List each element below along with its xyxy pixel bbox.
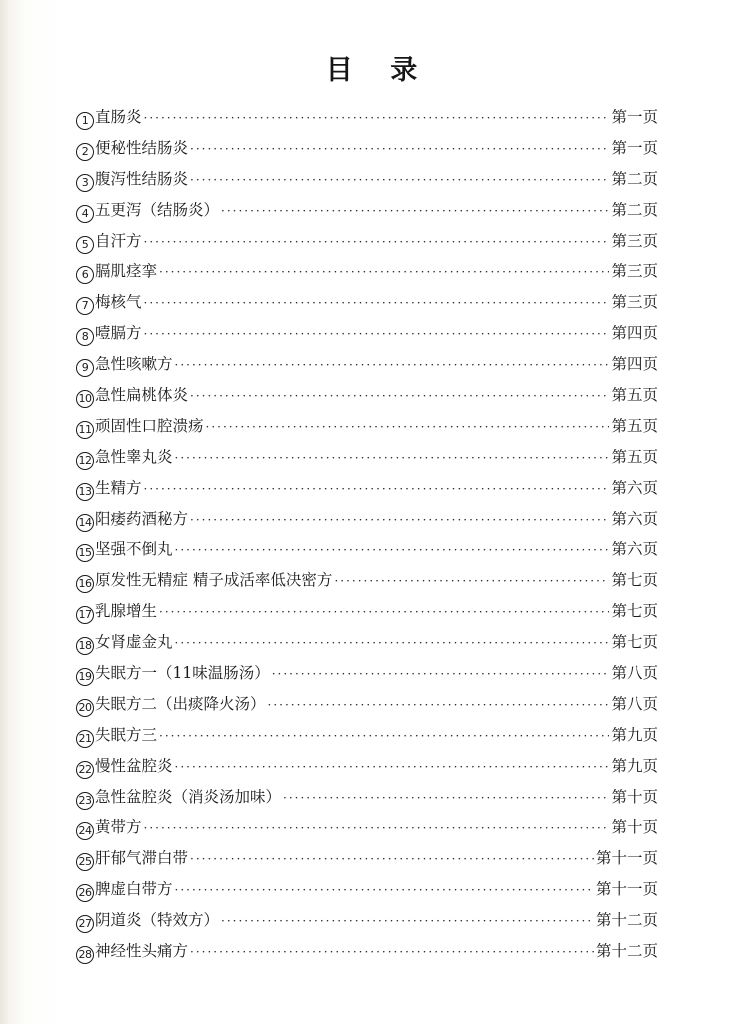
entry-title: 阳痿药酒秘方 <box>95 509 189 528</box>
toc-entry <box>76 874 658 905</box>
dot-leader <box>206 412 610 443</box>
toc-entry <box>76 504 658 535</box>
entry-page: 第五页 <box>611 447 658 466</box>
dot-leader <box>190 937 594 968</box>
toc-entry <box>76 905 658 936</box>
toc-entry <box>76 473 658 504</box>
toc-entry <box>76 720 658 751</box>
entry-number-badge: 8 <box>76 328 94 346</box>
toc-entry <box>76 318 658 349</box>
entry-number-badge: 6 <box>76 266 94 284</box>
dot-leader <box>190 381 609 412</box>
entry-page: 第三页 <box>611 231 658 250</box>
entry-title: 脾虚白带方 <box>95 880 173 899</box>
entry-number-badge: 25 <box>76 853 94 871</box>
entry-number-badge: 23 <box>76 792 94 810</box>
dot-leader <box>144 474 610 505</box>
toc-entry <box>76 534 658 565</box>
entry-number-badge: 1 <box>76 112 94 130</box>
toc-entry <box>76 164 658 195</box>
entry-page: 第四页 <box>611 355 658 374</box>
toc-entry <box>76 287 658 318</box>
entry-title: 急性咳嗽方 <box>95 355 173 374</box>
entry-page: 第六页 <box>611 509 658 528</box>
entry-number-badge: 4 <box>76 205 94 223</box>
toc-entry <box>76 782 658 813</box>
entry-number-badge: 20 <box>76 699 94 717</box>
entry-title: 失眠方二（出痰降火汤） <box>95 694 266 713</box>
dot-leader <box>334 566 609 597</box>
entry-title: 慢性盆腔炎 <box>95 756 173 775</box>
entry-title: 膈肌痉挛 <box>95 262 158 281</box>
entry-page: 第三页 <box>611 293 658 312</box>
entry-page: 第八页 <box>611 694 658 713</box>
entry-number-badge: 18 <box>76 637 94 655</box>
entry-number-badge: 16 <box>76 575 94 593</box>
entry-number-badge: 15 <box>76 544 94 562</box>
entry-title: 顽固性口腔溃疡 <box>95 416 204 435</box>
entry-number-badge: 2 <box>76 143 94 161</box>
dot-leader <box>190 134 609 165</box>
entry-number-badge: 10 <box>76 390 94 408</box>
entry-page: 第二页 <box>611 169 658 188</box>
entry-number-badge: 19 <box>76 668 94 686</box>
toc-entry <box>76 812 658 843</box>
entry-title: 失眠方一（11味温肠汤） <box>95 664 270 683</box>
entry-page: 第十一页 <box>595 849 658 868</box>
dot-leader <box>190 505 609 536</box>
entry-page: 第四页 <box>611 324 658 343</box>
entry-title: 阴道炎（特效方） <box>95 911 220 930</box>
entry-title: 急性睾丸炎 <box>95 447 173 466</box>
dot-leader <box>175 443 610 474</box>
entry-number-badge: 21 <box>76 730 94 748</box>
toc-entry <box>76 256 658 287</box>
entry-title: 乳腺增生 <box>95 602 158 621</box>
entry-number-badge: 24 <box>76 822 94 840</box>
dot-leader <box>190 844 594 875</box>
entry-page: 第六页 <box>611 540 658 559</box>
dot-leader <box>175 535 610 566</box>
entry-page: 第十页 <box>611 818 658 837</box>
toc-entry <box>76 689 658 720</box>
entry-title: 神经性头痛方 <box>95 942 189 961</box>
entry-page: 第七页 <box>611 571 658 590</box>
entry-title: 梅核气 <box>95 293 142 312</box>
entry-number-badge: 11 <box>76 421 94 439</box>
entry-page: 第七页 <box>611 602 658 621</box>
entry-page: 第九页 <box>611 725 658 744</box>
dot-leader <box>175 875 594 906</box>
entry-page: 第五页 <box>611 386 658 405</box>
entry-page: 第十二页 <box>595 911 658 930</box>
entry-title: 便秘性结肠炎 <box>95 138 189 157</box>
toc-entry <box>76 936 658 967</box>
entry-title: 女肾虚金丸 <box>95 633 173 652</box>
entry-page: 第八页 <box>611 664 658 683</box>
entry-number-badge: 26 <box>76 884 94 902</box>
entry-page: 第五页 <box>611 416 658 435</box>
dot-leader <box>175 752 610 783</box>
entry-title: 自汗方 <box>95 231 142 250</box>
entry-page: 第二页 <box>611 200 658 219</box>
entry-number-badge: 7 <box>76 297 94 315</box>
dot-leader <box>144 288 610 319</box>
entry-number-badge: 22 <box>76 761 94 779</box>
entry-title: 肝郁气滞白带 <box>95 849 189 868</box>
entry-title: 坚强不倒丸 <box>95 540 173 559</box>
entry-number-badge: 28 <box>76 946 94 964</box>
dot-leader <box>175 350 610 381</box>
entry-title: 原发性无精症 精子成活率低决密方 <box>95 571 333 590</box>
toc-entry <box>76 133 658 164</box>
entry-number-badge: 9 <box>76 359 94 377</box>
dot-leader <box>190 165 609 196</box>
dot-leader <box>175 628 610 659</box>
dot-leader <box>221 196 609 227</box>
toc-entry <box>76 751 658 782</box>
dot-leader <box>144 319 610 350</box>
toc-entry <box>76 226 658 257</box>
dot-leader <box>159 257 609 288</box>
entry-page: 第一页 <box>611 108 658 126</box>
entry-number-badge: 3 <box>76 174 94 192</box>
toc-entry <box>76 195 658 226</box>
entry-title: 黄带方 <box>95 818 142 837</box>
entry-number-badge: 13 <box>76 483 94 501</box>
entry-page: 第十二页 <box>595 942 658 961</box>
entry-number-badge: 5 <box>76 236 94 254</box>
dot-leader <box>144 103 610 134</box>
entry-title: 直肠炎 <box>95 108 142 126</box>
toc-entry <box>76 102 658 133</box>
toc-entry <box>76 658 658 689</box>
entry-title: 失眠方三 <box>95 725 158 744</box>
dot-leader <box>159 597 609 628</box>
dot-leader <box>283 783 609 814</box>
page-title: 目 录 <box>325 55 432 86</box>
entry-title: 生精方 <box>95 478 142 497</box>
toc-entry <box>76 380 658 411</box>
dot-leader <box>268 690 610 721</box>
entry-title: 急性盆腔炎（消炎汤加味） <box>95 787 282 806</box>
toc-entry <box>76 349 658 380</box>
toc-entry <box>76 843 658 874</box>
entry-page: 第三页 <box>611 262 658 281</box>
toc-entry <box>76 596 658 627</box>
toc-entry <box>76 627 658 658</box>
entry-page: 第九页 <box>611 756 658 775</box>
entry-title: 急性扁桃体炎 <box>95 386 189 405</box>
entry-title: 五更泻（结肠炎） <box>95 200 220 219</box>
dot-leader <box>221 906 594 937</box>
dot-leader <box>159 721 609 752</box>
entry-title: 噎膈方 <box>95 324 142 343</box>
entry-page: 第六页 <box>611 478 658 497</box>
entry-number-badge: 27 <box>76 915 94 933</box>
entry-page: 第一页 <box>611 138 658 157</box>
toc-entry <box>76 442 658 473</box>
entry-number-badge: 12 <box>76 452 94 470</box>
entry-number-badge: 17 <box>76 606 94 624</box>
entry-page: 第十页 <box>611 787 658 806</box>
entry-page: 第十一页 <box>595 880 658 899</box>
dot-leader <box>272 659 610 690</box>
dot-leader <box>144 813 610 844</box>
toc-entry <box>76 411 658 442</box>
entry-title: 腹泻性结肠炎 <box>95 169 189 188</box>
table-of-contents <box>76 102 658 967</box>
entry-number-badge: 14 <box>76 514 94 532</box>
dot-leader <box>144 227 610 258</box>
toc-entry <box>76 565 658 596</box>
entry-page: 第七页 <box>611 633 658 652</box>
